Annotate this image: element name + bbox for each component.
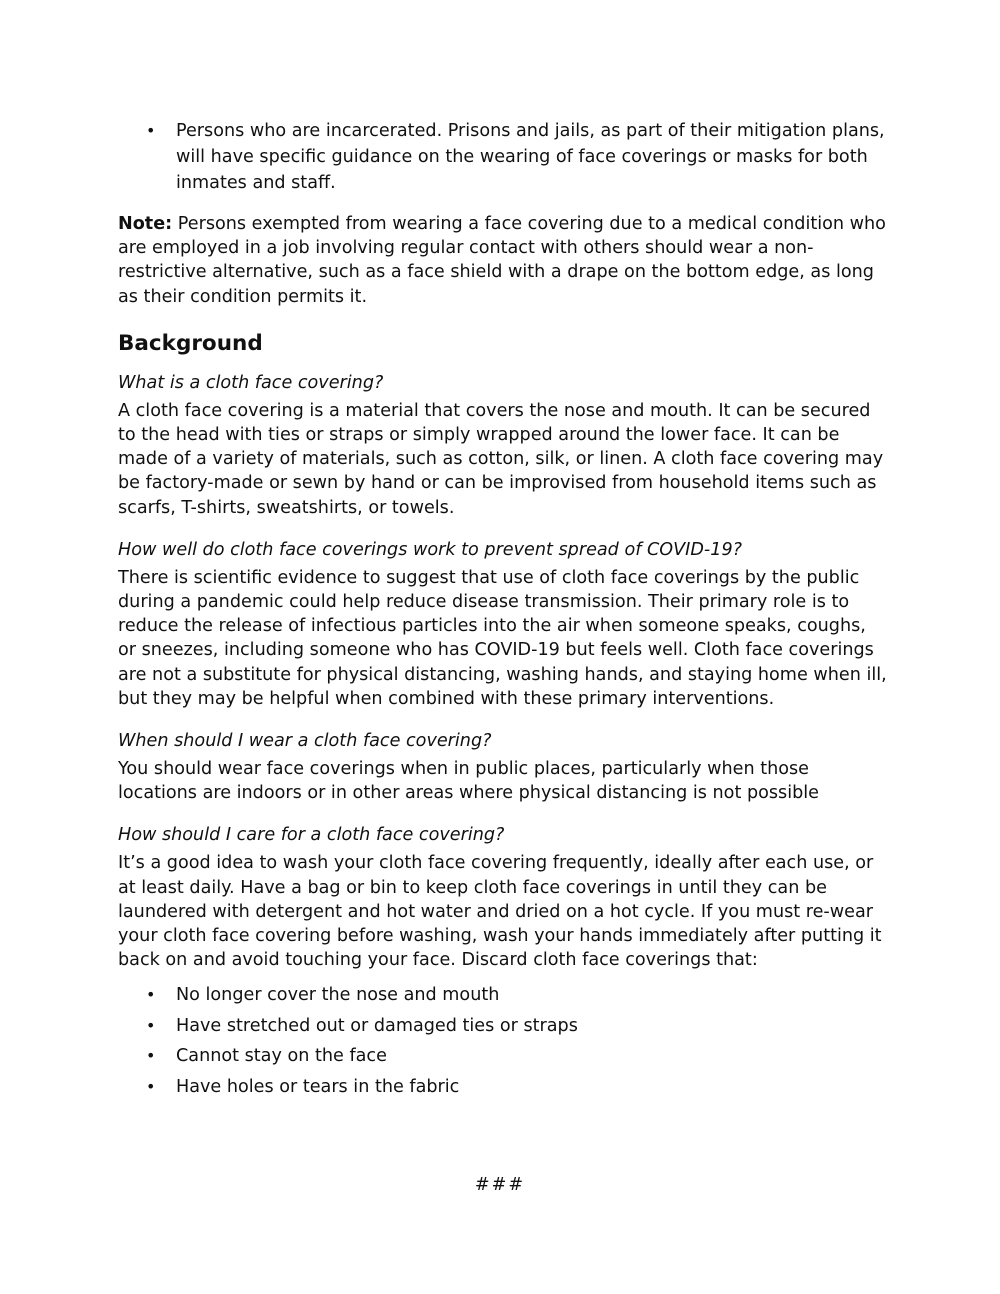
answer-how-care: It’s a good idea to wash your cloth face covering frequently, ideally after each use, or at least daily. Have a bag or bin to keep cloth face coverings in until they can be laundered with detergent and hot water and dried on a hot cycle. If you must re-wear your cloth face covering before washing, wash your hands immediately after putting it back on and avoid touching your face. Discard cloth face coverings that: xyxy=(118,853,882,971)
question-what-is: What is a cloth face covering? xyxy=(118,372,384,393)
discard-bullet-list xyxy=(118,980,888,1102)
background-heading: Background xyxy=(118,330,263,356)
list-item: • Persons who are incarcerated. Prisons and jails, as part of their mitigation plans, will have specific guidance on the wearing of face coverings or masks for both inmates and staff. xyxy=(118,118,888,196)
list-item: • Have stretched out or damaged ties or straps xyxy=(118,1011,888,1042)
question-how-well: How well do cloth face coverings work to prevent spread of COVID-19? xyxy=(118,539,742,560)
list-item: • Cannot stay on the face xyxy=(118,1041,888,1072)
note-paragraph xyxy=(118,212,888,309)
list-item: • No longer cover the nose and mouth xyxy=(118,980,888,1011)
note-text: Persons exempted from wearing a face covering due to a medical condition who are employed in a job involving regular contact with others should wear a non-restrictive alternative, such as a face shield with a drape on the bottom edge, as long as their condition permits it. xyxy=(118,214,886,307)
end-mark: ### xyxy=(474,1175,526,1195)
note-label: Note: xyxy=(118,214,173,234)
answer-what-is: A cloth face covering is a material that covers the nose and mouth. It can be secured to the head with ties or straps or simply wrapped around the lower face. It can be made of a variety of materials, such as cotton, silk, or linen. A cloth face covering may be factory-made or sewn by hand or can be improvised from household items such as scarfs, T-shirts, sweatshirts, or towels. xyxy=(118,400,884,518)
list-item: • Have holes or tears in the fabric xyxy=(118,1072,888,1103)
answer-how-well: There is scientific evidence to suggest that use of cloth face coverings by the public during a pandemic could help reduce disease transmission. Their primary role is to reduce the release of infectious particles into the air when someone speaks, coughs, or sneezes, including someone who has COVID-19 but feels well. Cloth face coverings are not a substitute for physical distancing, washing hands, and staying home when ill, but they may be helpful when combined with these primary interventions. xyxy=(118,567,887,709)
question-when-wear: When should I wear a cloth face covering? xyxy=(118,731,492,752)
incarcerated-bullet-list xyxy=(118,118,888,196)
question-how-care: How should I care for a cloth face covering? xyxy=(118,825,505,846)
document-page xyxy=(118,118,888,1102)
answer-when-wear: You should wear face coverings when in public places, particularly when those locations are indoors or in other areas where physical distancing is not possible xyxy=(118,759,819,804)
